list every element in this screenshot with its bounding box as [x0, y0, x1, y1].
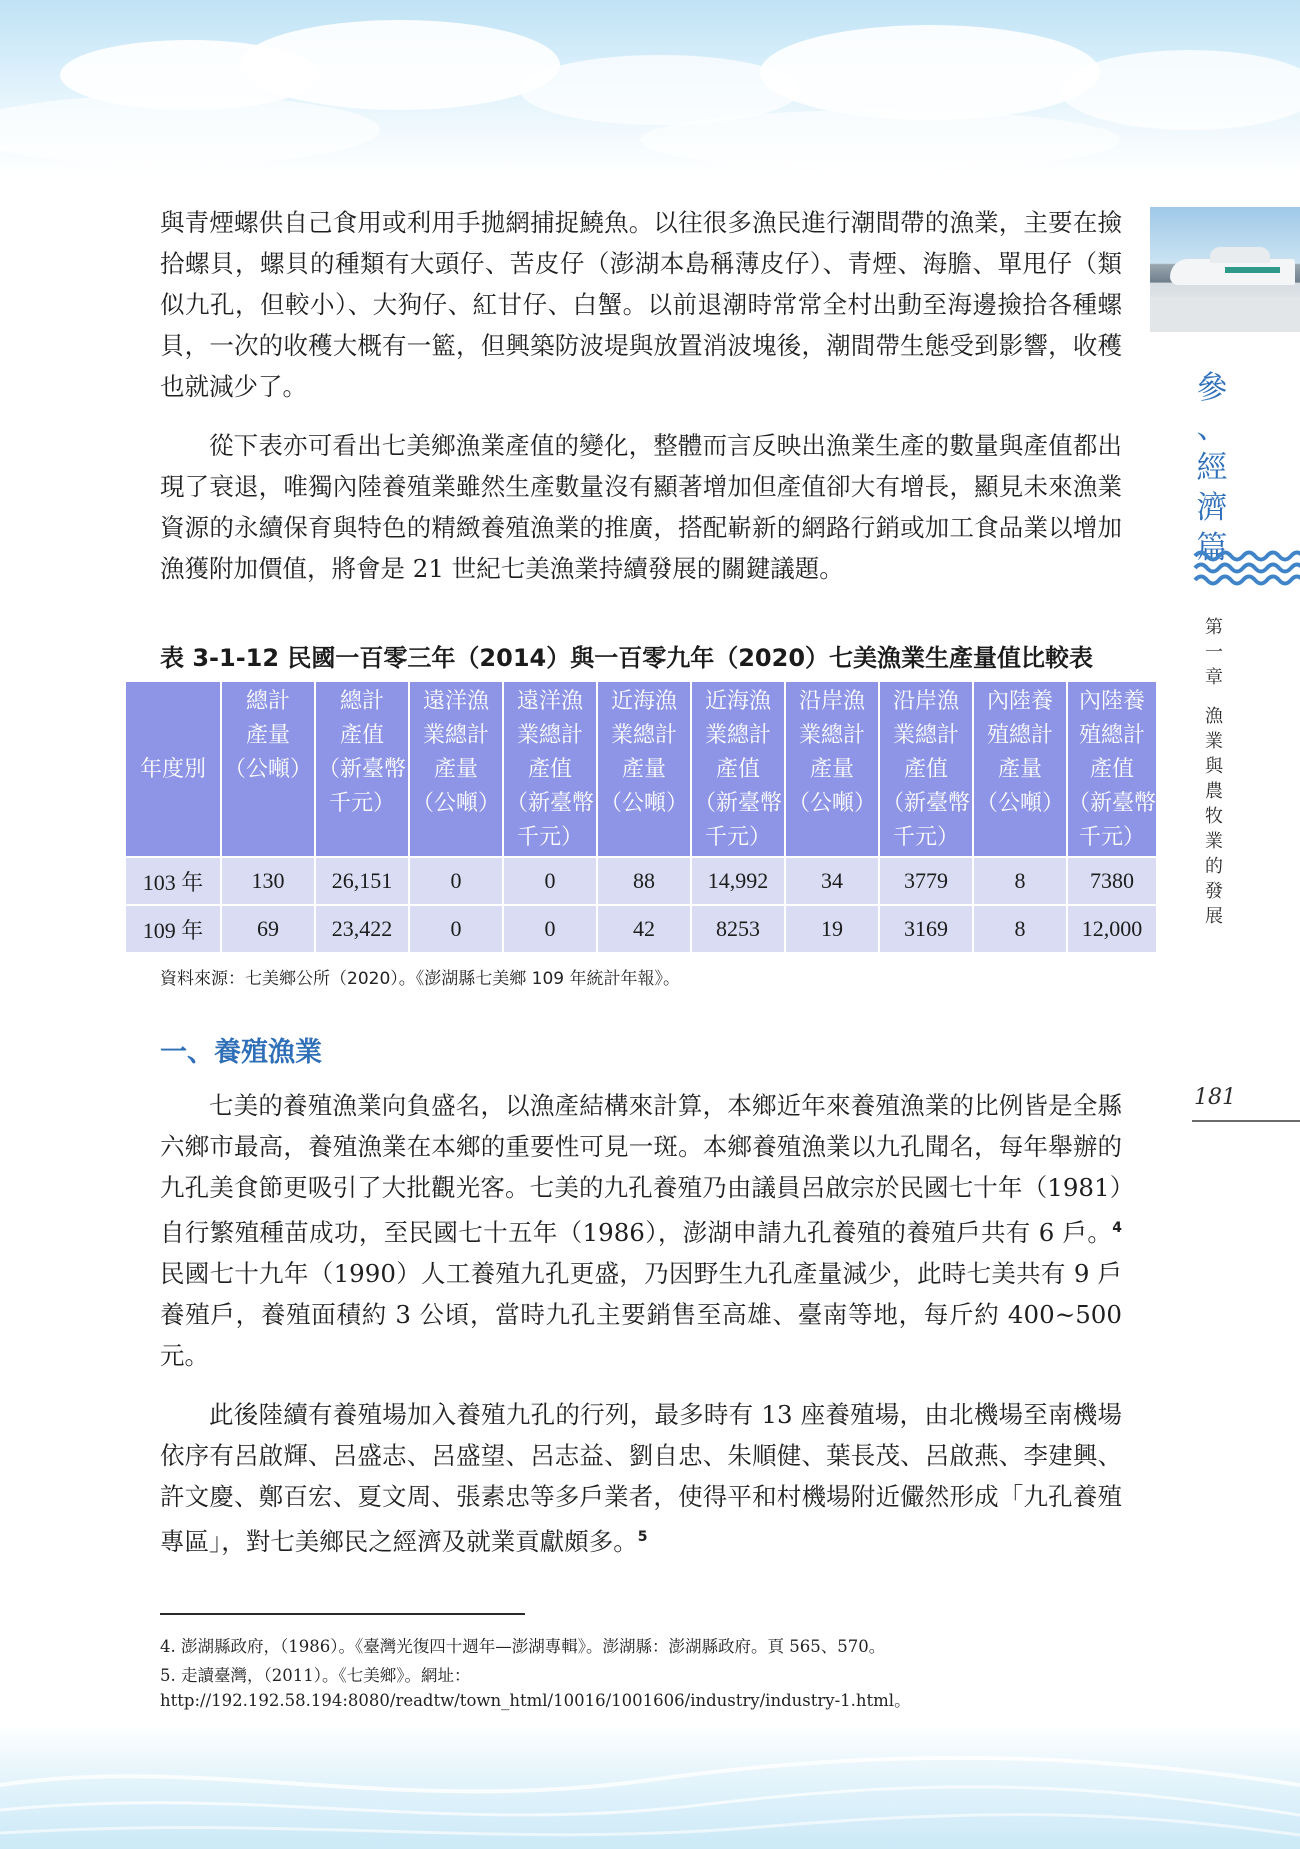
header-coastal-value: [879, 681, 973, 857]
table-cell: 8: [973, 905, 1067, 953]
table-cell: 0: [503, 857, 597, 905]
table-cell: 103 年: [125, 857, 221, 905]
page-number: 181: [1194, 1085, 1236, 1110]
chapter-char: 第: [1205, 617, 1223, 638]
header-line: （公噸）: [223, 756, 312, 781]
header-line: （新臺幣: [881, 790, 970, 815]
header-line: 業總計: [516, 722, 583, 747]
header-line: 千元）: [1078, 824, 1145, 849]
table-source-note: 資料來源：七美鄉公所（2020）。《澎湖縣七美鄉 109 年統計年報》。: [160, 969, 681, 989]
header-line: （新臺幣: [1068, 790, 1157, 815]
footer-wave-lines: [0, 1725, 1300, 1849]
chapter-label-vertical: [1197, 615, 1231, 929]
paragraph-value-change: 從下表亦可看出七美鄉漁業產值的變化，整體而言反映出漁業生產的數量與產值都出現了衰退，唯獨內陸養殖業雖然生產數量沒有顯著增加但產值卻大有增長，顯見未來漁業資源的永續保育與特色的精緻養殖漁業的推廣，搭配嶄新的網路行銷或加工食品業以增加漁獲附加價值，將會是 21 世紀七美漁業持續發展的關鍵議題。: [160, 431, 1122, 583]
chapter-char: 牧: [1205, 806, 1223, 827]
footnote-rule: [160, 1613, 525, 1615]
header-inland-value: [1067, 681, 1157, 857]
page-number-rule: [1192, 1120, 1300, 1122]
paragraph-intertidal: 與青煙螺供自己食用或利用手拋網捕捉鱙魚。以往很多漁民進行潮間帶的漁業，主要在撿拾螺貝，螺貝的種類有大頭仔、苦皮仔（澎湖本島稱薄皮仔）、青煙、海膽、單甩仔（類似九孔，但較小）、大狗仔、紅甘仔、白蟹。以前退潮時常常全村出動至海邊撿拾各種螺貝，一次的收穫大概有一籃，但興築防波堤與放置消波塊後，潮間帶生態受到影響，收穫也就減少了。: [160, 208, 1122, 401]
header-line: 遠洋漁: [516, 688, 583, 713]
table-cell: 12,000: [1067, 905, 1157, 953]
header-line: 內陸養: [1078, 688, 1145, 713]
part-char: 參: [1196, 370, 1228, 406]
table-cell: 14,992: [691, 857, 785, 905]
header-distant-value: [503, 681, 597, 857]
chapter-char: 發: [1205, 881, 1223, 902]
table-row: [125, 857, 1157, 905]
chapter-char: 展: [1205, 906, 1223, 927]
table-cell: 26,151: [315, 857, 409, 905]
header-line: 近海漁: [610, 688, 677, 713]
table-cell: 0: [409, 905, 503, 953]
header-line: 產量: [433, 756, 478, 781]
table-caption: 表 3-1-12 民國一百零三年（2014）與一百零九年（2020）七美漁業生產量值比較表: [160, 644, 1094, 672]
header-line: 產值: [339, 722, 384, 747]
header-line: 業總計: [798, 722, 865, 747]
header-distant-quantity: [409, 681, 503, 857]
table-cell: 88: [597, 857, 691, 905]
chapter-char: 與: [1205, 756, 1223, 777]
table-cell: 0: [409, 857, 503, 905]
header-line: 業總計: [422, 722, 489, 747]
header-total-quantity: [221, 681, 315, 857]
header-offshore-value: [691, 681, 785, 857]
footer-sea-banner: [0, 1725, 1300, 1849]
header-line: 產值: [527, 756, 572, 781]
paragraph-text: 民國七十九年（1990）人工養殖九孔更盛，乃因野生九孔產量減少，此時七美共有 9 戶養殖戶，養殖面積約 3 公頃，當時九孔主要銷售至高雄、臺南等地，每斤約 400~500 元。: [160, 1259, 1122, 1371]
paragraph-text: 此後陸續有養殖場加入養殖九孔的行列，最多時有 13 座養殖場，由北機場至南機場依序有呂啟輝、呂盛志、呂盛望、呂志益、劉自忠、朱順健、葉長茂、呂啟燕、李建興、許文慶、鄭百宏、夏文周、張素忠等多戶業者，使得平和村機場附近儼然形成「九孔養殖專區」，對七美鄉民之經濟及就業貢獻頗多。: [160, 1400, 1122, 1557]
header-line: 產值: [903, 756, 948, 781]
header-line: 產量: [997, 756, 1042, 781]
header-line: 業總計: [610, 722, 677, 747]
header-line: （新臺幣: [317, 756, 406, 781]
body-text-aquaculture: [160, 1085, 1122, 1562]
header-line: 千元）: [892, 824, 959, 849]
wave-ornament: [1193, 548, 1300, 588]
table-cell: 3169: [879, 905, 973, 953]
table-cell: 19: [785, 905, 879, 953]
header-line: （新臺幣: [693, 790, 782, 815]
chapter-char: 業: [1205, 731, 1223, 752]
table-header-row: [125, 681, 1157, 857]
table-cell: 23,422: [315, 905, 409, 953]
header-line: 內陸養: [986, 688, 1053, 713]
header-line: （公噸）: [975, 790, 1064, 815]
header-line: 產量: [809, 756, 854, 781]
header-line: 殖總計: [1078, 722, 1145, 747]
table-cell: 109 年: [125, 905, 221, 953]
header-line: 總計: [245, 688, 290, 713]
footnote-ref: 4: [1112, 1220, 1122, 1236]
part-char: 濟: [1196, 490, 1228, 526]
part-char: 、: [1196, 410, 1228, 446]
fishery-comparison-table: [124, 680, 1158, 954]
table-cell: 3779: [879, 857, 973, 905]
table-cell: 34: [785, 857, 879, 905]
header-line: 產值: [1089, 756, 1134, 781]
header-year: 年度別: [125, 681, 221, 857]
chapter-char: 農: [1205, 781, 1223, 802]
part-char: 經: [1196, 450, 1228, 486]
chapter-char: 的: [1205, 856, 1223, 877]
table-cell: 8253: [691, 905, 785, 953]
header-line: （公噸）: [787, 790, 876, 815]
body-text-top: [160, 202, 1122, 589]
header-line: 近海漁: [704, 688, 771, 713]
header-total-value: [315, 681, 409, 857]
header-line: 千元）: [516, 824, 583, 849]
header-line: 千元）: [704, 824, 771, 849]
header-line: （新臺幣: [505, 790, 594, 815]
chapter-char: 章: [1205, 667, 1223, 688]
table-cell: 8: [973, 857, 1067, 905]
footnote-ref: 5: [637, 1529, 648, 1546]
header-line: （公噸）: [411, 790, 500, 815]
header-line: （公噸）: [599, 790, 688, 815]
chapter-char: 漁: [1205, 706, 1223, 727]
part-char: 篇: [1196, 530, 1228, 566]
ferry-harbor-photo: [1150, 207, 1300, 332]
header-line: 千元）: [328, 790, 395, 815]
header-sky-banner: [0, 0, 1300, 175]
header-line: 遠洋漁: [422, 688, 489, 713]
chapter-gap: [1197, 690, 1231, 704]
table-cell: 130: [221, 857, 315, 905]
header-line: 產量: [245, 722, 290, 747]
paragraph-text: 七美的養殖漁業向負盛名，以漁產結構來計算，本鄉近年來養殖漁業的比例皆是全縣六鄉市最高，養殖漁業在本鄉的重要性可見一斑。本鄉養殖漁業以九孔聞名，每年舉辦的九孔美食節更吸引了大批觀光客。七美的九孔養殖乃由議員呂啟宗於民國七十年（1981）自行繁殖種苗成功，至民國七十五年（1986），澎湖申請九孔養殖的養殖戶共有 6 戶。: [160, 1091, 1122, 1248]
footnote-4: 4. 澎湖縣政府，（1986）。《臺灣光復四十週年—澎湖專輯》。澎湖縣：澎湖縣政府。頁 565、570。: [160, 1637, 886, 1656]
header-line: 沿岸漁: [798, 688, 865, 713]
table-cell: 7380: [1067, 857, 1157, 905]
table-row: [125, 905, 1157, 953]
header-offshore-quantity: [597, 681, 691, 857]
section-heading: 一、養殖漁業: [160, 1037, 322, 1068]
table-cell: 42: [597, 905, 691, 953]
header-line: 業總計: [892, 722, 959, 747]
part-label-vertical: [1195, 368, 1229, 568]
chapter-char: 業: [1205, 831, 1223, 852]
header-coastal-quantity: [785, 681, 879, 857]
chapter-char: 一: [1205, 642, 1223, 663]
header-line: 總計: [339, 688, 384, 713]
header-line: 業總計: [704, 722, 771, 747]
paragraph-aquaculture-history: [160, 1085, 1122, 1376]
paragraph-aquaculture-farms: [160, 1394, 1122, 1562]
header-inland-quantity: [973, 681, 1067, 857]
table-cell: 69: [221, 905, 315, 953]
footnote-5: 5. 走讀臺灣，（2011）。《七美鄉》。網址：http://192.192.58.194:8080/readtw/town_html/10016/1001606/industry/industry-1.html。: [160, 1666, 911, 1710]
header-line: 沿岸漁: [892, 688, 959, 713]
header-line: 產量: [621, 756, 666, 781]
header-line: 產值: [715, 756, 760, 781]
header-line: 殖總計: [986, 722, 1053, 747]
table-cell: 0: [503, 905, 597, 953]
